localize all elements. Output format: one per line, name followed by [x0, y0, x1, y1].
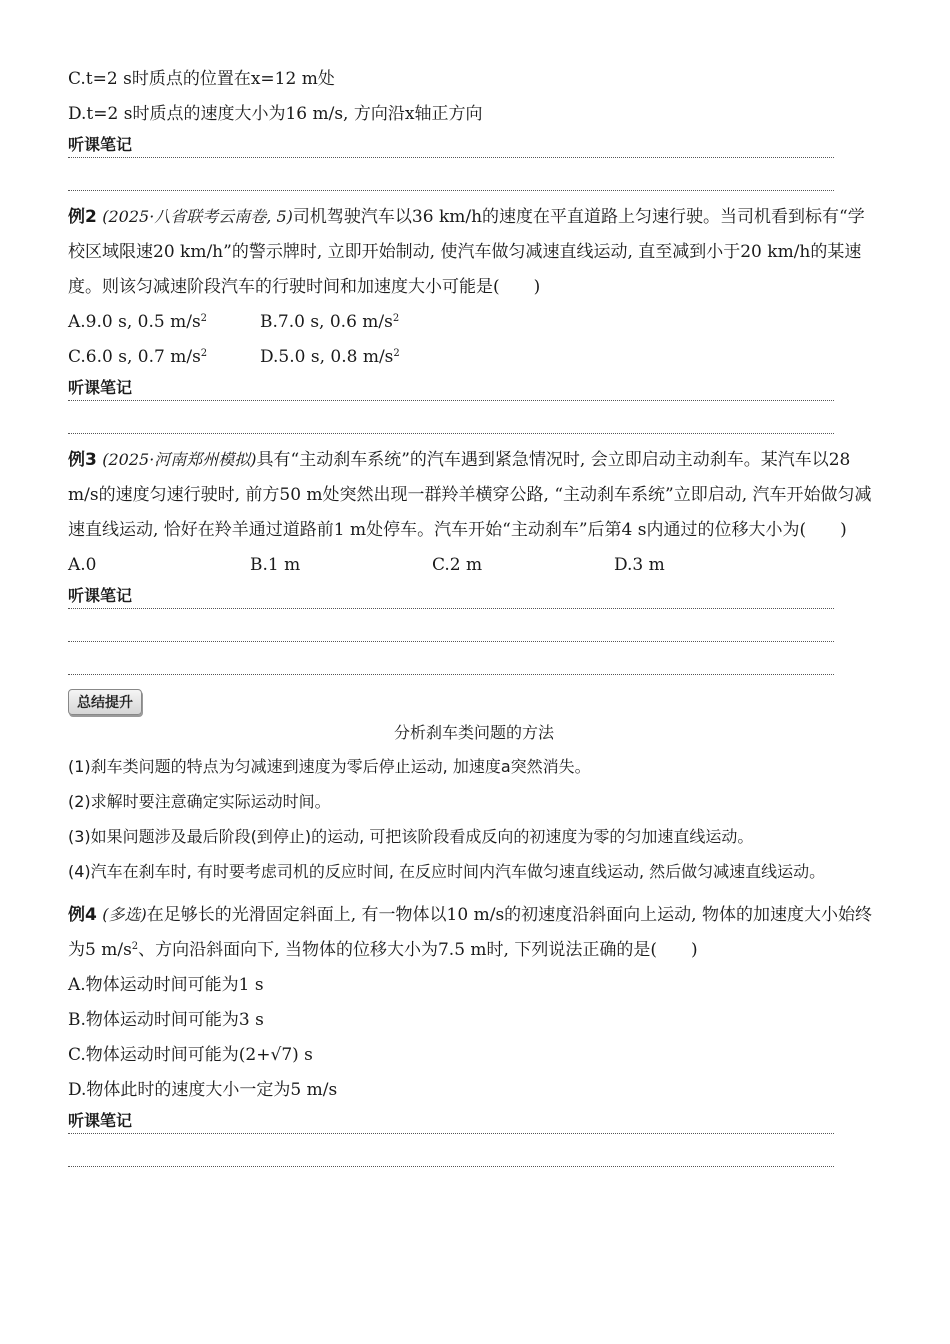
notes-label: 听课笔记	[68, 378, 133, 397]
notes-label: 听课笔记	[68, 135, 133, 154]
example-2-stem	[68, 199, 880, 305]
example-2-options-row-2	[68, 340, 880, 375]
summary-item-3: (3)如果问题涉及最后阶段(到停止)的运动, 可把该阶段看成反向的初速度为零的匀加速直线运动。	[68, 827, 754, 846]
example-3-option-a: A.0	[68, 555, 97, 575]
note-line	[68, 1134, 834, 1167]
notes-label: 听课笔记	[68, 1111, 133, 1130]
example-3-option-d: D.3 m	[614, 555, 665, 575]
summary-item-2: (2)求解时要注意确定实际运动时间。	[68, 792, 331, 811]
summary-badge: 总结提升	[68, 689, 142, 715]
example-2-options-row-1	[68, 305, 880, 340]
example-3-option-c: C.2 m	[432, 555, 483, 575]
summary-item-1: (1)刹车类问题的特点为匀减速到速度为零后停止运动, 加速度a突然消失。	[68, 757, 591, 776]
example-2-text: 司机驾驶汽车以36 km/h的速度在平直道路上匀速行驶。当司机看到标有“学校区域限速20 km/h”的警示牌时, 立即开始制动, 使汽车做匀减速直线运动, 直至减到小于20 km/h的某速度。则该匀减速阶段汽车的行驶时间和加速度大小可能是( )	[68, 207, 865, 297]
note-line	[68, 609, 834, 642]
example-2-option-d: D.5.0 s, 0.8 $m/s^2$	[260, 347, 400, 367]
prev-option-d: D.t=2 s时质点的速度大小为16 m/s, 方向沿x轴正方向	[68, 104, 483, 124]
note-line	[68, 401, 834, 434]
example-4-label: 例4	[68, 905, 97, 925]
example-2-source: (2025·八省联考云南卷, 5)	[102, 207, 293, 226]
example-4-option-a: A.物体运动时间可能为1 s	[68, 975, 264, 995]
example-4-option-b: B.物体运动时间可能为3 s	[68, 1010, 264, 1030]
example-2-option-a: A.9.0 s, 0.5 $m/s^2$	[68, 312, 208, 332]
example-3-text: 具有“主动刹车系统”的汽车遇到紧急情况时, 会立即启动主动刹车。某汽车以28 m/s的速度匀速行驶时, 前方50 m处突然出现一群羚羊横穿公路, “主动刹车系统”立即启动, 汽车开始做匀减速直线运动, 恰好在羚羊通过道路前1 m处停车。汽车开始“主动刹车”后第4 s内通过的位移大小为( )	[68, 450, 872, 540]
example-2-option-c: C.6.0 s, 0.7 $m/s^2$	[68, 347, 208, 367]
note-line	[68, 642, 834, 675]
example-2-label: 例2	[68, 207, 97, 227]
summary-title: 分析刹车类问题的方法	[393, 723, 554, 742]
example-3-option-b: B.1 m	[250, 555, 301, 575]
note-line	[68, 158, 834, 191]
example-3-label: 例3	[68, 450, 97, 470]
example-3-source: (2025·河南郑州模拟)	[102, 450, 257, 469]
example-4-option-c: C.物体运动时间可能为(2+√7) s	[68, 1045, 313, 1065]
example-3-options	[68, 548, 880, 583]
notes-label: 听课笔记	[68, 586, 133, 605]
document-page	[68, 62, 880, 1167]
example-4-tag: (多选)	[102, 905, 147, 924]
example-4-option-d: D.物体此时的速度大小一定为5 m/s	[68, 1080, 338, 1100]
prev-option-c: C.t=2 s时质点的位置在x=12 m处	[68, 69, 335, 89]
example-2-option-b: B.7.0 s, 0.6 $m/s^2$	[260, 312, 400, 332]
example-4-stem: 例4 (多选)在足够长的光滑固定斜面上, 有一物体以10 m/s的初速度沿斜面向上运动, 物体的加速度大小始终为5 $m/s^2$、方向沿斜面向下, 当物体的位移大小为7.5 m时, 下列说法正确的是( )	[68, 905, 872, 960]
example-3-stem	[68, 442, 880, 548]
summary-item-4: (4)汽车在刹车时, 有时要考虑司机的反应时间, 在反应时间内汽车做匀速直线运动, 然后做匀减速直线运动。	[68, 862, 826, 881]
